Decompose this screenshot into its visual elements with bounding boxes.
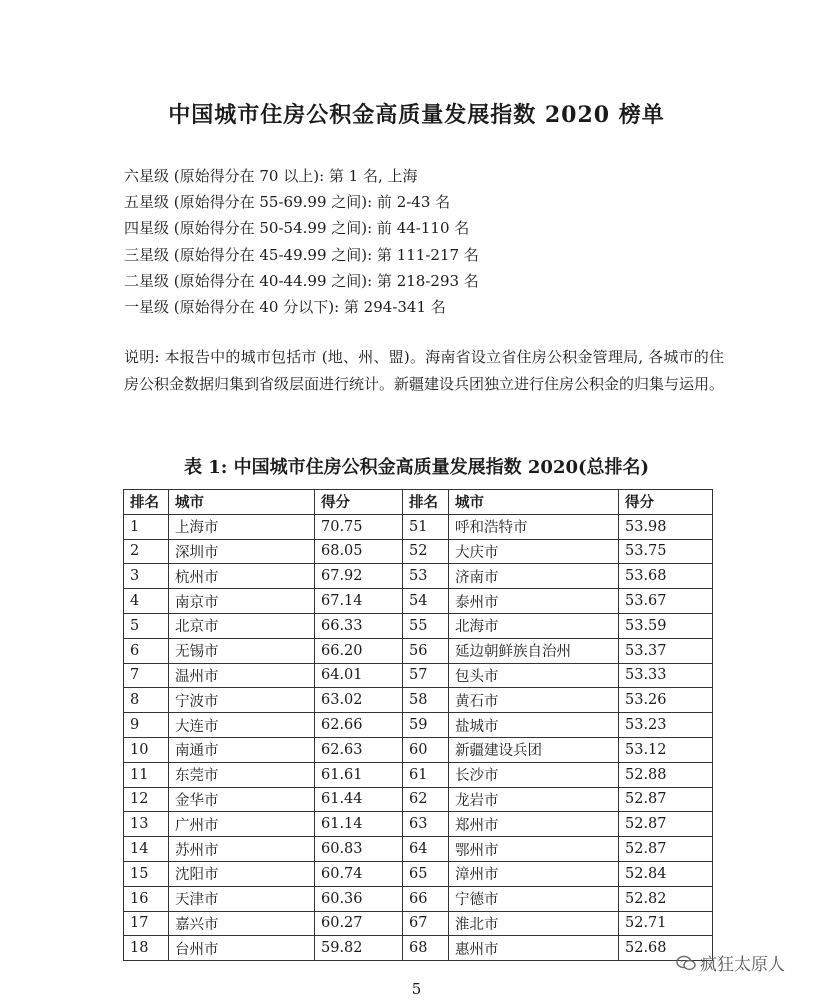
rank-cell: 68 [403,936,449,961]
score-cell: 53.33 [619,663,713,688]
score-cell: 59.82 [315,936,403,961]
score-cell: 52.71 [619,911,713,936]
city-cell: 台州市 [169,936,315,961]
city-cell: 泰州市 [449,589,619,614]
table-row [124,663,713,688]
header-score: 得分 [619,490,713,515]
score-cell: 68.05 [315,539,403,564]
page-number: 5 [411,980,422,998]
city-cell: 深圳市 [169,539,315,564]
score-cell: 52.84 [619,861,713,886]
star-level-6: 六星级 (原始得分在 70 以上): 第 1 名, 上海 [124,167,418,185]
city-cell: 淮北市 [449,911,619,936]
score-cell: 53.26 [619,688,713,713]
rank-cell: 10 [124,737,169,762]
table-row [124,812,713,837]
rank-cell: 58 [403,688,449,713]
watermark [676,950,785,975]
score-cell: 52.88 [619,762,713,787]
city-cell: 金华市 [169,787,315,812]
rank-cell: 17 [124,911,169,936]
city-cell: 惠州市 [449,936,619,961]
rank-cell: 63 [403,812,449,837]
table-title: 表 1: 中国城市住房公积金高质量发展指数 2020(总排名) [183,457,650,478]
rank-cell: 62 [403,787,449,812]
city-cell: 苏州市 [169,837,315,862]
score-cell: 60.83 [315,837,403,862]
city-cell: 新疆建设兵团 [449,737,619,762]
score-cell: 62.66 [315,713,403,738]
table-row [124,737,713,762]
table-row [124,564,713,589]
table-body [124,514,713,960]
explanation-note: 说明: 本报告中的城市包括市 (地、州、盟)。海南省设立省住房公积金管理局, 各城市的住房公积金数据归集到省级层面进行统计。新疆建设兵团独立进行住房公积金的归集与运用。 [124,348,725,393]
city-cell: 呼和浩特市 [449,514,619,539]
city-cell: 广州市 [169,812,315,837]
city-cell: 北海市 [449,613,619,638]
rank-cell: 12 [124,787,169,812]
rank-cell: 61 [403,762,449,787]
rank-cell: 15 [124,861,169,886]
city-cell: 南通市 [169,737,315,762]
rank-cell: 4 [124,589,169,614]
city-cell: 长沙市 [449,762,619,787]
star-level-2: 二星级 (原始得分在 40-44.99 之间): 第 218-293 名 [124,271,479,290]
rank-cell: 60 [403,737,449,762]
score-cell: 52.87 [619,812,713,837]
rank-cell: 11 [124,762,169,787]
score-cell: 70.75 [315,514,403,539]
city-cell: 大庆市 [449,539,619,564]
city-cell: 包头市 [449,663,619,688]
city-cell: 龙岩市 [449,787,619,812]
table-row [124,762,713,787]
rank-cell: 65 [403,861,449,886]
document-title: 中国城市住房公积金高质量发展指数 2020 榜单 [168,102,665,128]
score-cell: 53.12 [619,737,713,762]
star-level-1: 一星级 (原始得分在 40 分以下): 第 294-341 名 [124,297,446,316]
score-cell: 62.63 [315,737,403,762]
score-cell: 66.33 [315,613,403,638]
rank-cell: 66 [403,886,449,911]
table-row [124,514,713,539]
rank-cell: 56 [403,638,449,663]
city-cell: 杭州市 [169,564,315,589]
city-cell: 漳州市 [449,861,619,886]
table-row [124,638,713,663]
header-rank: 排名 [124,490,169,515]
table-row [124,911,713,936]
city-cell: 延边朝鲜族自治州 [449,638,619,663]
rank-cell: 7 [124,663,169,688]
city-cell: 盐城市 [449,713,619,738]
city-cell: 宁波市 [169,688,315,713]
score-cell: 61.61 [315,762,403,787]
header-score: 得分 [315,490,403,515]
score-cell: 52.68 [619,936,713,961]
table-row [124,837,713,862]
city-cell: 南京市 [169,589,315,614]
star-level-list [124,163,479,320]
score-cell: 53.23 [619,713,713,738]
score-cell: 60.27 [315,911,403,936]
city-cell: 大连市 [169,713,315,738]
score-cell: 61.14 [315,812,403,837]
city-cell: 沈阳市 [169,861,315,886]
score-cell: 53.98 [619,514,713,539]
score-cell: 67.92 [315,564,403,589]
rank-cell: 3 [124,564,169,589]
score-cell: 53.37 [619,638,713,663]
watermark-text: 疯狂太原人 [700,955,785,975]
score-cell: 61.44 [315,787,403,812]
rank-cell: 57 [403,663,449,688]
score-cell: 53.59 [619,613,713,638]
score-cell: 53.75 [619,539,713,564]
rank-cell: 64 [403,837,449,862]
score-cell: 52.87 [619,837,713,862]
rank-cell: 6 [124,638,169,663]
city-cell: 黄石市 [449,688,619,713]
score-cell: 63.02 [315,688,403,713]
score-cell: 53.67 [619,589,713,614]
rank-cell: 13 [124,812,169,837]
star-level-3: 三星级 (原始得分在 45-49.99 之间): 第 111-217 名 [124,245,479,264]
table-row [124,613,713,638]
city-cell: 天津市 [169,886,315,911]
score-cell: 52.82 [619,886,713,911]
score-cell: 67.14 [315,589,403,614]
table-header-row [124,490,713,515]
city-cell: 嘉兴市 [169,911,315,936]
score-cell: 66.20 [315,638,403,663]
wechat-icon [676,954,696,972]
city-cell: 北京市 [169,613,315,638]
ranking-table [123,489,713,961]
rank-cell: 54 [403,589,449,614]
rank-cell: 1 [124,514,169,539]
city-cell: 宁德市 [449,886,619,911]
score-cell: 52.87 [619,787,713,812]
header-rank: 排名 [403,490,449,515]
header-city: 城市 [449,490,619,515]
city-cell: 上海市 [169,514,315,539]
star-level-4: 四星级 (原始得分在 50-54.99 之间): 前 44-110 名 [124,219,470,238]
city-cell: 温州市 [169,663,315,688]
table-row [124,861,713,886]
table-row [124,589,713,614]
rank-cell: 53 [403,564,449,589]
score-cell: 60.74 [315,861,403,886]
rank-cell: 52 [403,539,449,564]
rank-cell: 51 [403,514,449,539]
score-cell: 60.36 [315,886,403,911]
score-cell: 64.01 [315,663,403,688]
rank-cell: 16 [124,886,169,911]
city-cell: 无锡市 [169,638,315,663]
rank-cell: 8 [124,688,169,713]
city-cell: 济南市 [449,564,619,589]
rank-cell: 67 [403,911,449,936]
rank-cell: 18 [124,936,169,961]
rank-cell: 2 [124,539,169,564]
table-row [124,688,713,713]
rank-cell: 14 [124,837,169,862]
city-cell: 鄂州市 [449,837,619,862]
city-cell: 郑州市 [449,812,619,837]
table-row [124,713,713,738]
header-city: 城市 [169,490,315,515]
star-level-5: 五星级 (原始得分在 55-69.99 之间): 前 2-43 名 [124,193,451,212]
rank-cell: 55 [403,613,449,638]
rank-cell: 5 [124,613,169,638]
table-row [124,936,713,961]
rank-cell: 9 [124,713,169,738]
city-cell: 东莞市 [169,762,315,787]
table-row [124,539,713,564]
rank-cell: 59 [403,713,449,738]
table-row [124,886,713,911]
table-row [124,787,713,812]
score-cell: 53.68 [619,564,713,589]
